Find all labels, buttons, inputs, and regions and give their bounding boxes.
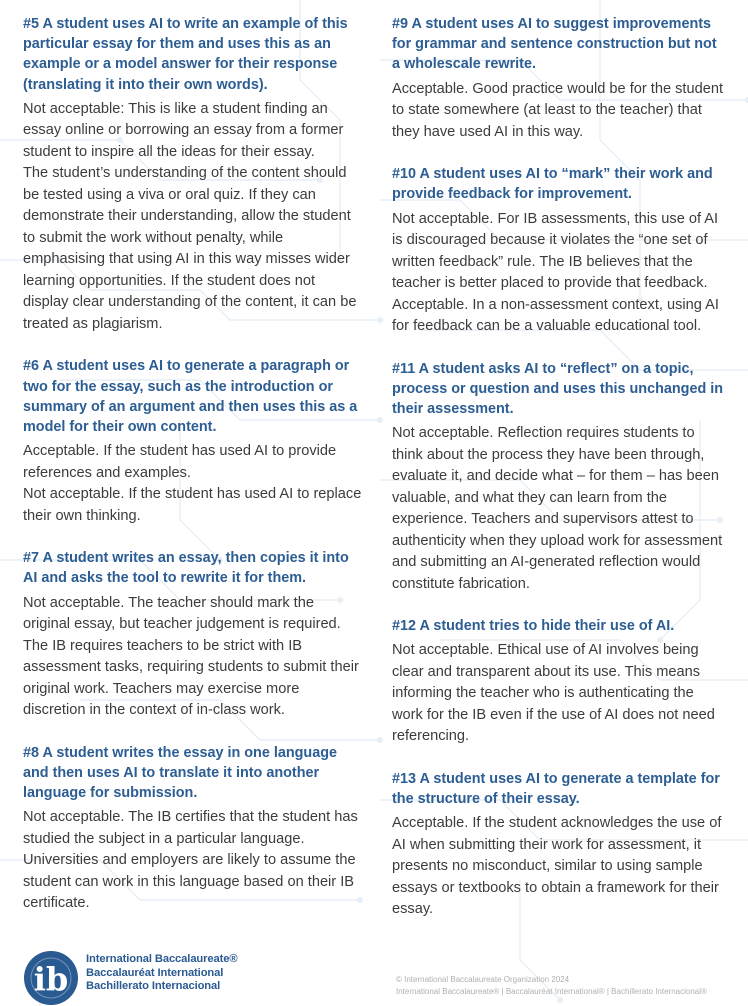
ib-logo-wordmark xyxy=(86,953,286,994)
footer-copyright: © International Baccalaureate Organization 2024 xyxy=(396,975,570,984)
logo-line-english: International Baccalaureate® xyxy=(86,953,238,965)
scenario-paragraph: Not acceptable. The teacher should mark the original essay, but teacher judgement is required. The IB requires teachers to be strict with IB assessment tasks, requiring students to submit their original work. Teachers may exercise more discretion in the context of in-class work. xyxy=(23,594,359,719)
left-column xyxy=(23,14,363,936)
scenario-6 xyxy=(23,356,363,527)
right-column xyxy=(392,14,728,942)
scenario-11 xyxy=(392,359,728,596)
scenario-heading: #12 A student tries to hide their use of AI. xyxy=(392,618,675,635)
scenario-paragraph: The student’s understanding of the content should be tested using a viva or oral quiz. If they can demonstrate their understanding, allow the student to submit the work without penalty, while emphasising that using AI in this way misses wider learning opportunities. If the student does not display clear understanding of the content, it can be treated as plagiarism. xyxy=(23,165,357,332)
scenario-9 xyxy=(392,14,728,143)
ib-logo-mark-icon xyxy=(23,950,79,1006)
scenario-paragraph: Acceptable. In a non-assessment context, using AI for feedback can be a valuable educational tool. xyxy=(392,296,719,335)
scenario-13 xyxy=(392,769,728,921)
scenario-heading: #6 A student uses AI to generate a paragraph or two for the essay, such as the introduction or summary of an argument and then uses this as a model for their own content. xyxy=(23,358,358,435)
scenario-heading: #8 A student writes the essay in one language and then uses AI to translate it into another language for submission. xyxy=(23,744,338,801)
scenario-12 xyxy=(392,616,728,748)
scenario-paragraph: Not acceptable. For IB assessments, this use of AI is discouraged because it violates the “one set of written feedback” rule. The IB believes that the teacher is better placed to provide that feedback. xyxy=(392,210,719,292)
footer-trademarks: International Baccalaureate® | Baccalauréat International® | Bachillerato Internacional® xyxy=(396,986,707,996)
scenario-10 xyxy=(392,164,728,337)
scenario-paragraph: Not acceptable. If the student has used AI to replace their own thinking. xyxy=(23,486,362,524)
scenario-paragraph: Not acceptable. The IB certifies that the student has studied the subject in a particular language. Universities and employers are likely to assume the student can work in this language based on their IB certificate. xyxy=(23,809,358,912)
scenario-heading: #7 A student writes an essay, then copies it into AI and asks the tool to rewrite it for them. xyxy=(23,550,349,587)
scenario-paragraph: Acceptable. If the student has used AI to provide references and examples. xyxy=(23,443,337,481)
scenario-heading: #10 A student uses AI to “mark” their work and provide feedback for improvement. xyxy=(392,166,713,203)
footer xyxy=(396,974,707,997)
scenario-heading: #9 A student uses AI to suggest improvements for grammar and sentence construction but not a wholescale rewrite. xyxy=(392,16,717,73)
scenario-paragraph: Acceptable. Good practice would be for the student to state somewhere (at least to the teacher) that they have used AI in this way. xyxy=(392,80,723,140)
scenario-heading: #11 A student asks AI to “reflect” on a topic, process or question and uses this unchanged in their assessment. xyxy=(392,360,724,417)
scenario-8 xyxy=(23,743,363,915)
logo-line-spanish: Bachillerato Internacional xyxy=(86,980,221,993)
scenario-paragraph: Not acceptable. Reflection requires students to think about the process they have been through, evaluate it, and decide what – for them – has been valuable, and what they can learn from the experience. Teachers and supervisors attest to authenticity when they upload work for assessment and submitting an AI-generated reflection would constitute fabrication. xyxy=(392,425,723,592)
scenario-7 xyxy=(23,548,363,721)
scenario-paragraph: Not acceptable: This is like a student finding an essay online or borrowing an essay from a former student to inspire all the ideas for their essay. xyxy=(23,100,344,160)
logo-line-french: Baccalauréat International xyxy=(86,966,224,979)
scenario-heading: #13 A student uses AI to generate a template for the structure of their essay. xyxy=(392,770,720,808)
ib-logo-mark-text: ib xyxy=(33,960,69,998)
scenario-paragraph: Not acceptable. Ethical use of AI involves being clear and transparent about its use. This means informing the teacher who is authenticating the work for the IB even if the use of AI does not need referencing. xyxy=(392,642,715,745)
scenario-heading: #5 A student uses AI to write an example of this particular essay for them and uses this as an example or a model answer for their response (translating it into their own words). xyxy=(23,16,348,93)
scenario-5 xyxy=(23,14,363,335)
scenario-paragraph: Acceptable. If the student acknowledges the use of AI when submitting their work for assessment, it presents no misconduct, similar to using sample essays or textbooks to obtain a framework for their essay. xyxy=(392,815,722,918)
